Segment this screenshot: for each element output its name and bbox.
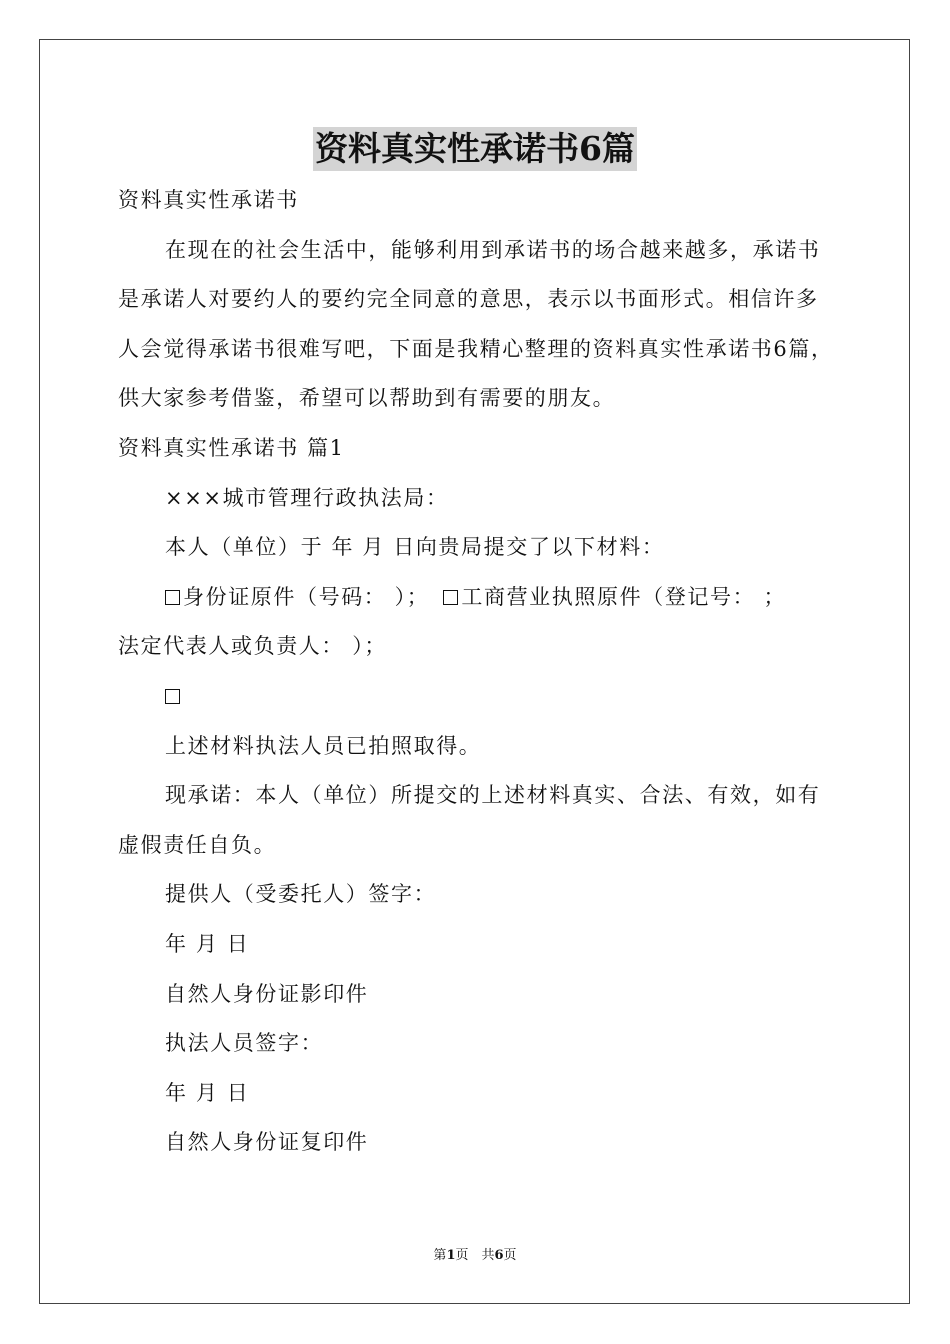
current-page-number: 1 [446, 1248, 456, 1263]
provider-signature-label: 提供人（受委托人）签字： [165, 882, 437, 907]
checklist-empty-line [118, 672, 838, 722]
id-copy-label: 自然人身份证复印件 [165, 1130, 369, 1155]
title-container [0, 127, 950, 171]
section-heading: 资料真实性承诺书 篇1 [118, 435, 345, 460]
document-title: 资料真实性承诺书6篇 [313, 127, 637, 171]
photo-statement: 上述材料执法人员已拍照取得。 [165, 733, 482, 758]
submitted-materials-line: 本人（单位）于 年 月 日向贵局提交了以下材料： [165, 535, 665, 560]
checklist-item-id-card: 身份证原件（号码： ）； [183, 584, 430, 609]
page-footer [0, 1246, 950, 1266]
page-prefix: 第 [433, 1248, 447, 1263]
page-suffix: 页 [503, 1248, 517, 1263]
page-middle: 页 共 [455, 1248, 495, 1263]
document-body [118, 176, 838, 1168]
checkbox-icon [165, 689, 180, 704]
officer-date-line: 年 月 日 [165, 1080, 250, 1105]
document-subtitle: 资料真实性承诺书 [118, 188, 299, 212]
checkbox-icon [443, 590, 458, 605]
commitment-paragraph: 现承诺：本人（单位）所提交的上述材料真实、合法、有效，如有虚假责任自负。 [118, 783, 821, 857]
addressee: ×××城市管理行政执法局： [165, 485, 449, 510]
checklist-item-business-license: 工商营业执照原件（登记号： ； [461, 584, 787, 609]
id-photocopy-label: 自然人身份证影印件 [165, 981, 369, 1006]
intro-paragraph: 在现在的社会生活中，能够利用到承诺书的场合越来越多，承诺书是承诺人对要约人的要约完全同意的意思，表示以书面形式。相信许多人会觉得承诺书很难写吧，下面是我精心整理的资料真实性承诺书6篇，供大家参考借鉴，希望可以帮助到有需要的朋友。 [118, 237, 834, 411]
checklist-item-legal-rep: 法定代表人或负责人： ）； [118, 634, 387, 659]
officer-signature-label: 执法人员签字： [165, 1031, 324, 1056]
total-page-number: 6 [494, 1248, 504, 1263]
checkbox-icon [165, 590, 180, 605]
checklist-line [118, 573, 838, 623]
provider-date-line: 年 月 日 [165, 931, 250, 956]
